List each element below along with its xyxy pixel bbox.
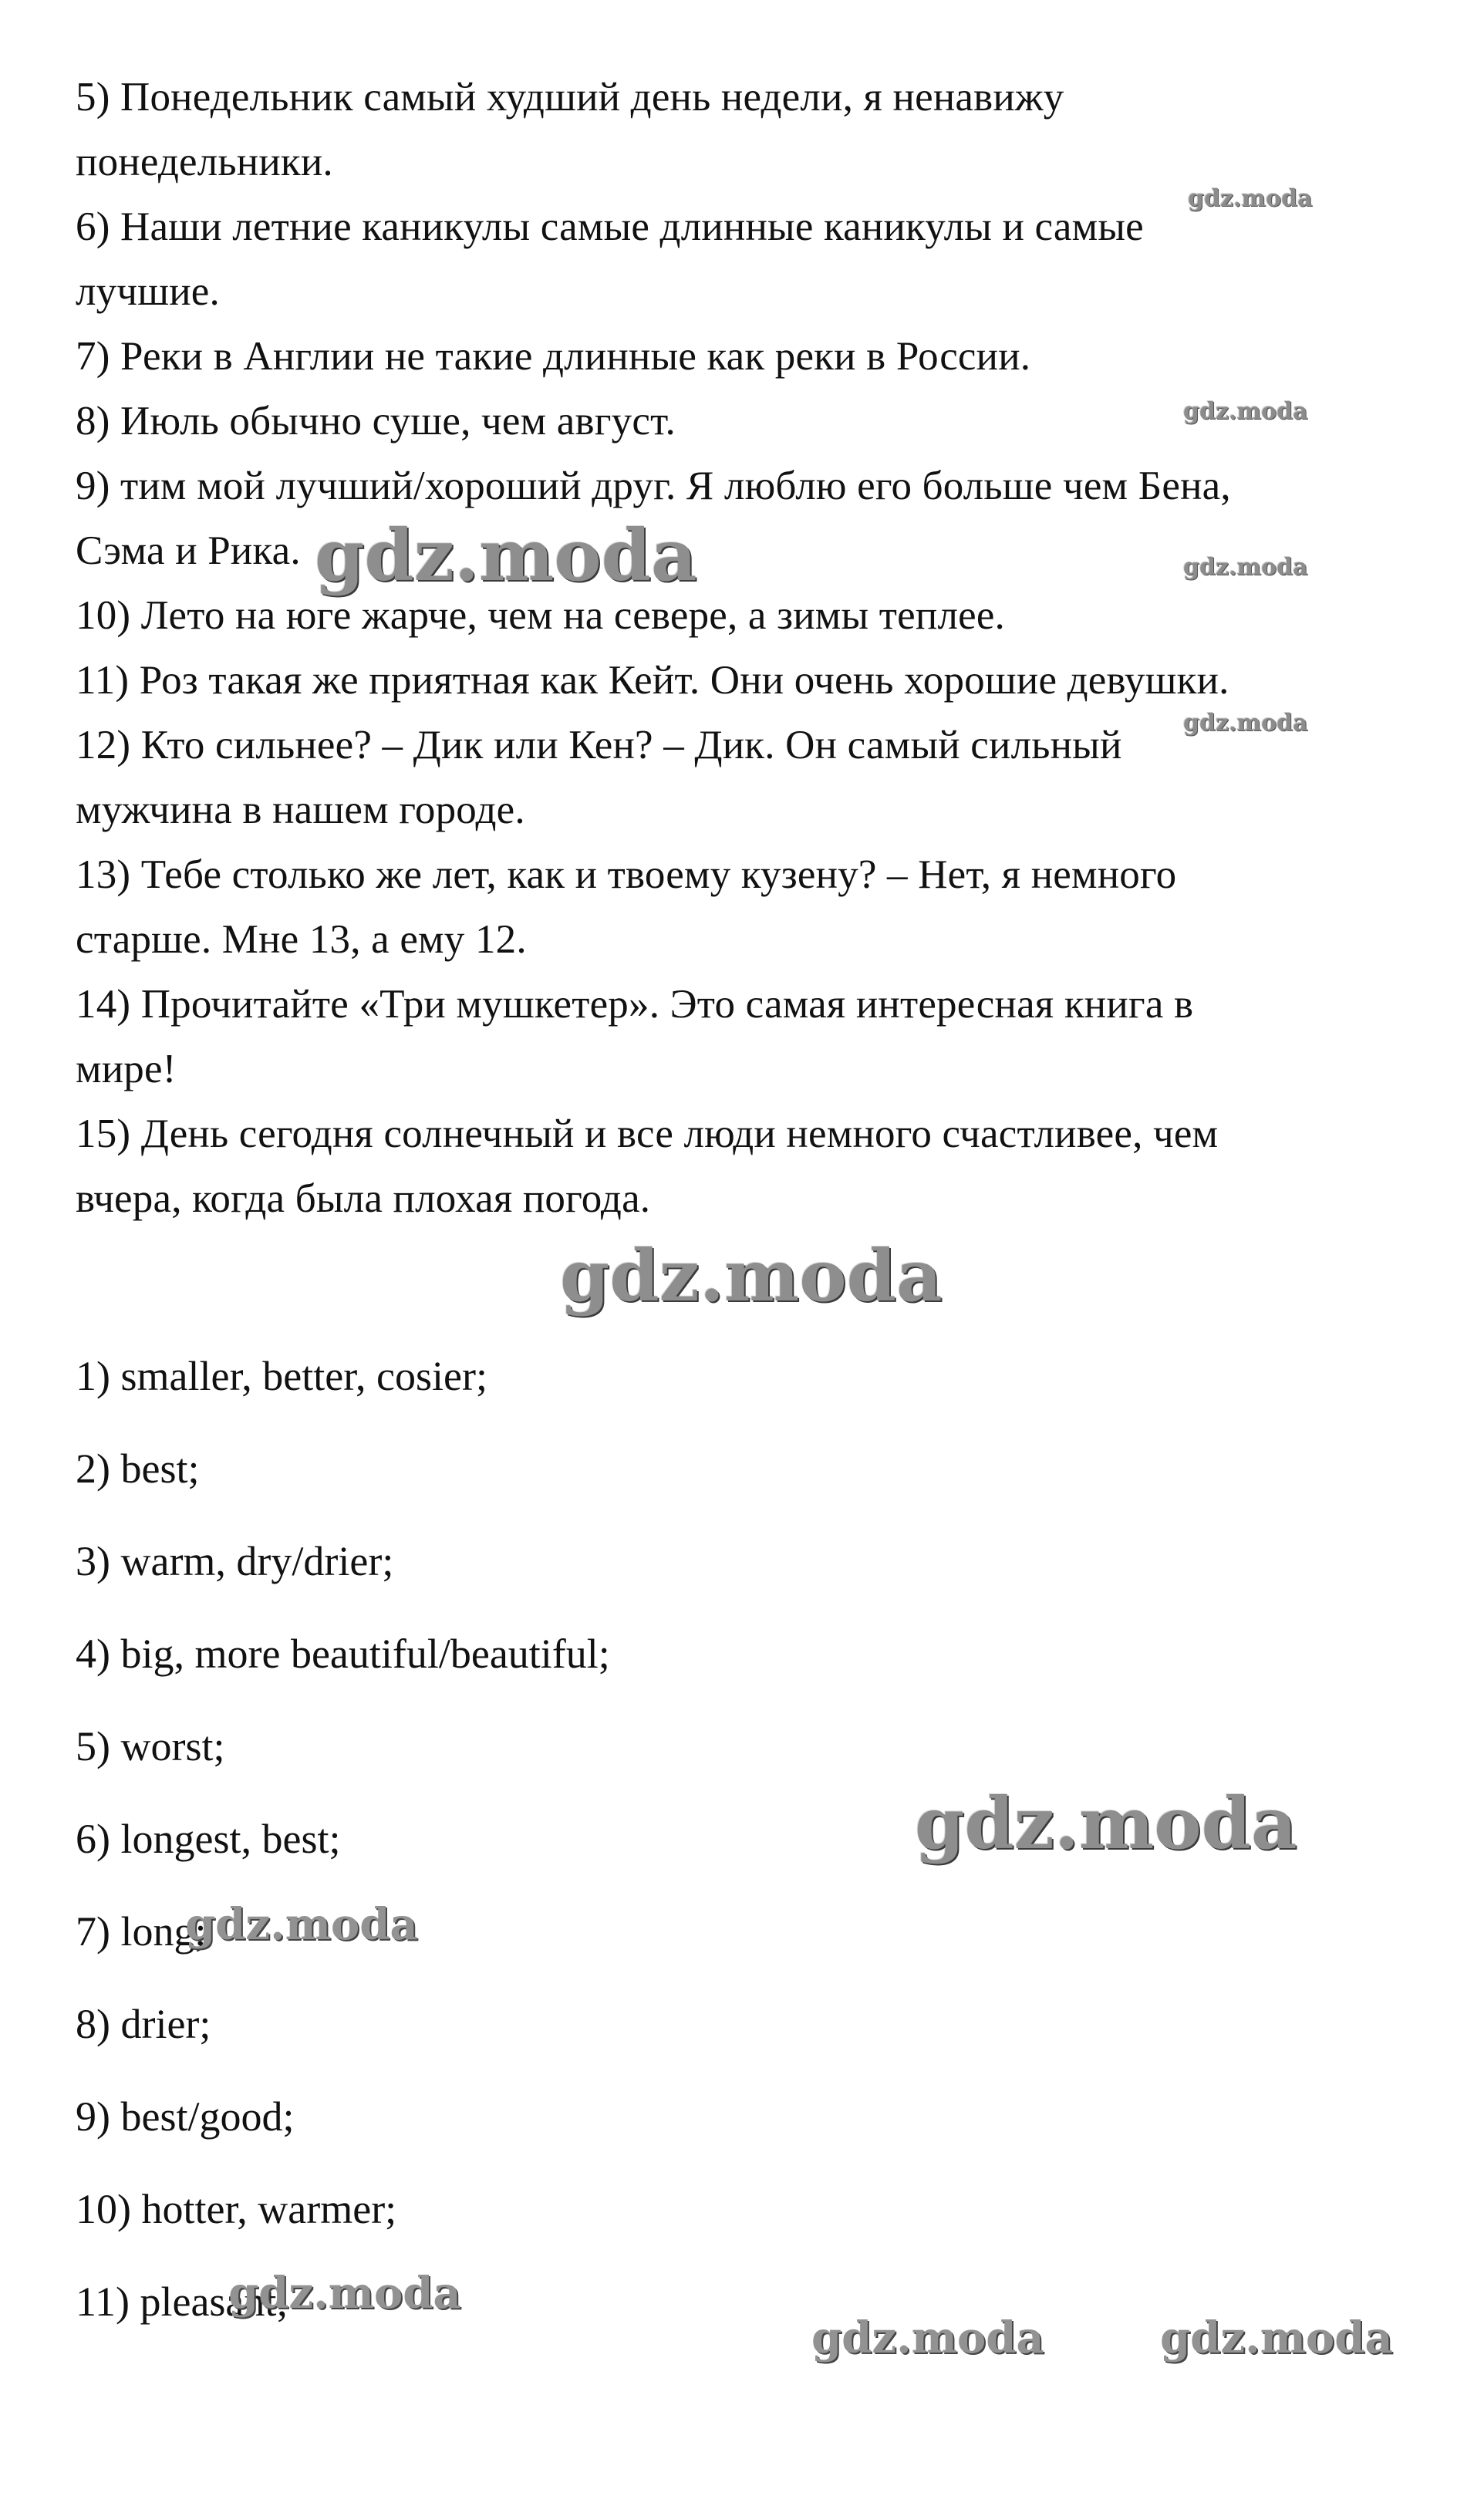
ru-line: лучшие. bbox=[76, 269, 220, 314]
answer-line: 1) smaller, better, cosier; bbox=[76, 1353, 487, 1399]
ru-line: 12) Кто сильнее? – Дик или Кен? – Дик. Он самый сильный bbox=[76, 723, 1122, 767]
watermark: gdz.moda bbox=[811, 2312, 1044, 2363]
ru-line: 15) День сегодня солнечный и все люди немного счастливее, чем bbox=[76, 1111, 1219, 1156]
watermark: gdz.moda bbox=[1183, 710, 1308, 737]
watermark: gdz.moda bbox=[560, 1234, 943, 1317]
answer-line: 5) worst; bbox=[76, 1723, 225, 1769]
ru-line: 6) Наши летние каникулы самые длинные каникулы и самые bbox=[76, 204, 1144, 249]
ru-line: Сэма и Рика. bbox=[76, 528, 301, 573]
ru-line: 11) Роз такая же приятная как Кейт. Они очень хорошие девушки. bbox=[76, 658, 1229, 703]
answer-line: 6) longest, best; bbox=[76, 1816, 341, 1862]
ru-line: 9) тим мой лучший/хороший друг. Я люблю его больше чем Бена, bbox=[76, 464, 1231, 508]
ru-line: 7) Реки в Англии не такие длинные как реки в России. bbox=[76, 334, 1031, 379]
ru-line: мире! bbox=[76, 1047, 177, 1091]
ru-line: понедельники. bbox=[76, 140, 333, 184]
ru-line: вчера, когда была плохая погода. bbox=[76, 1176, 651, 1221]
answer-line: 11) pleasant; bbox=[76, 2279, 288, 2325]
watermark: gdz.moda bbox=[1183, 398, 1308, 425]
ru-line: 10) Лето на юге жарче, чем на севере, а зимы теплее. bbox=[76, 593, 1005, 638]
watermark: gdz.moda bbox=[185, 1899, 418, 1950]
watermark: gdz.moda bbox=[1188, 185, 1313, 212]
ru-line: 8) Июль обычно суше, чем август. bbox=[76, 399, 676, 444]
ru-line: 14) Прочитайте «Три мушкетер». Это самая интересная книга в bbox=[76, 982, 1194, 1027]
ru-line: 5) Понедельник самый худший день недели, я ненавижу bbox=[76, 75, 1064, 120]
answer-line: 2) best; bbox=[76, 1445, 200, 1492]
ru-line: старше. Мне 13, а ему 12. bbox=[76, 917, 527, 962]
watermark: gdz.moda bbox=[915, 1782, 1297, 1865]
watermark: gdz.moda bbox=[315, 514, 697, 597]
ru-line: 13) Тебе столько же лет, как и твоему кузену? – Нет, я немного bbox=[76, 852, 1177, 897]
watermark: gdz.moda bbox=[1183, 554, 1308, 581]
answer-line: 10) hotter, warmer; bbox=[76, 2186, 397, 2232]
watermark: gdz.moda bbox=[1160, 2312, 1393, 2363]
answer-line: 4) big, more beautiful/beautiful; bbox=[76, 1631, 610, 1677]
answer-line: 7) long; bbox=[76, 1908, 207, 1955]
answer-line: 3) warm, dry/drier; bbox=[76, 1538, 394, 1584]
ru-line: мужчина в нашем городе. bbox=[76, 788, 525, 832]
watermark: gdz.moda bbox=[228, 2268, 461, 2319]
answer-line: 9) best/good; bbox=[76, 2093, 295, 2140]
answer-line: 8) drier; bbox=[76, 2001, 211, 2047]
